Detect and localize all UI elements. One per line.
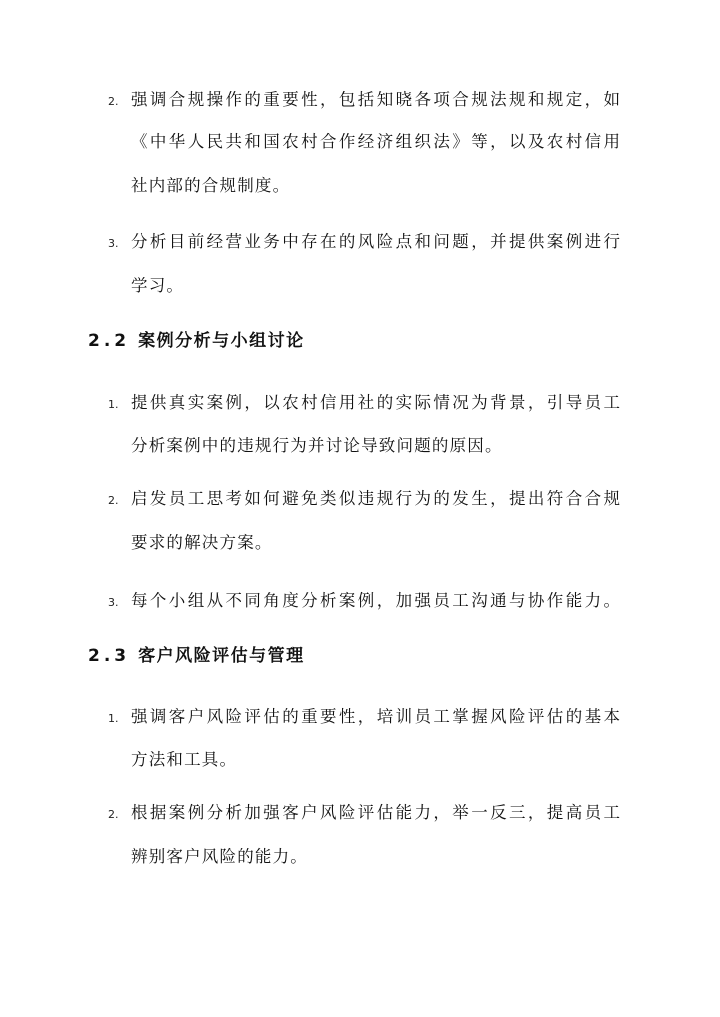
list-item-text-line: 分析目前经营业务中存在的风险点和问题，并提供案例进行 [131,232,620,251]
list-item-text-line: 学习。 [131,276,185,295]
list-item-text-line: 强调客户风险评估的重要性，培训员工掌握风险评估的基本 [131,707,620,726]
section-number: 2.3 [88,646,131,666]
section-heading [88,645,305,667]
list-item-text-line: 每个小组从不同角度分析案例，加强员工沟通与协作能力。 [131,591,620,610]
list-item-text-line: 辨别客户风险的能力。 [131,847,308,866]
list-item-text-line: 启发员工思考如何避免类似违规行为的发生，提出符合合规 [131,489,620,508]
list-item-number: 1. [108,712,119,725]
section-title: 客户风险评估与管理 [138,646,305,666]
list-item-text-line: 社内部的合规制度。 [131,176,291,195]
list-item-text-line: 根据案例分析加强客户风险评估能力，举一反三，提高员工 [131,803,620,822]
list-item-number: 2. [108,95,119,108]
list-item-number: 2. [108,808,119,821]
section-title: 案例分析与小组讨论 [138,331,305,351]
list-item-text-line: 强调合规操作的重要性，包括知晓各项合规法规和规定，如 [131,90,620,109]
list-item-number: 1. [108,398,119,411]
list-item-number: 3. [108,596,119,609]
list-item-text-line: 提供真实案例，以农村信用社的实际情况为背景，引导员工 [131,393,620,412]
section-number: 2.2 [88,331,131,351]
list-item-text-line: 分析案例中的违规行为并讨论导致问题的原因。 [131,436,503,455]
list-item-text-line: 要求的解决方案。 [131,533,273,552]
list-item-text-line: 《中华人民共和国农村合作经济组织法》等，以及农村信用 [131,132,620,151]
section-heading [88,330,305,352]
list-item-number: 3. [108,237,119,250]
list-item-number: 2. [108,494,119,507]
list-item-text-line: 方法和工具。 [131,750,238,769]
